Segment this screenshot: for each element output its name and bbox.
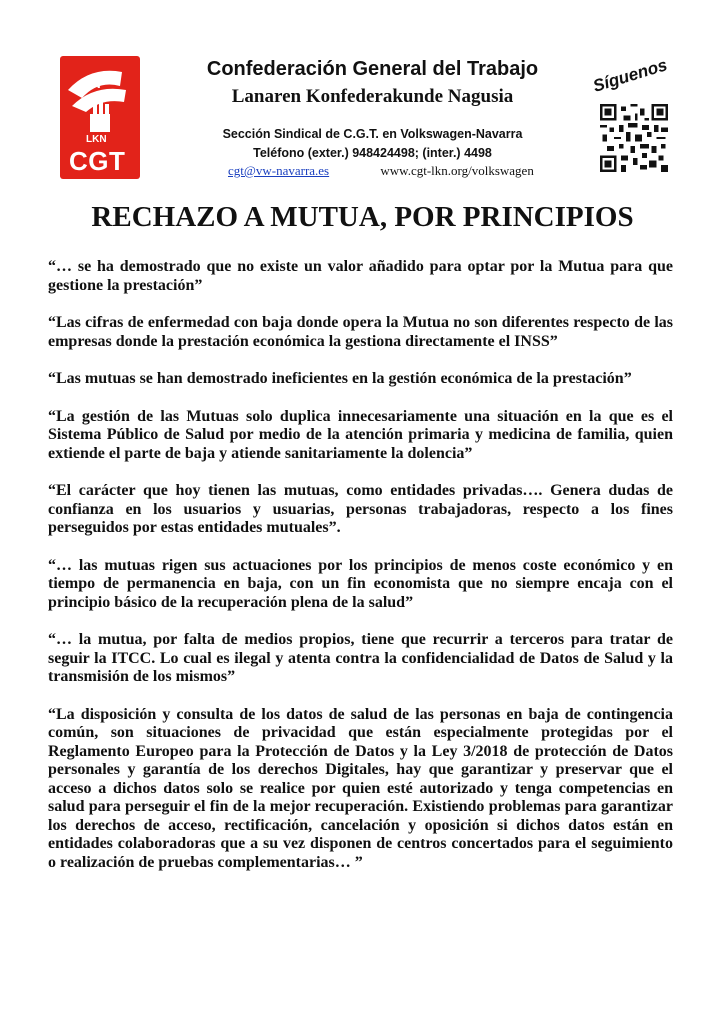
logo-mid-text: LKN bbox=[86, 134, 107, 145]
document-title: RECHAZO A MUTUA, POR PRINCIPIOS bbox=[91, 201, 634, 233]
quote-8: “La disposición y consulta de los datos de salud de las personas en baja de contingencia común, son situaciones de privacidad que están especialmente protegidas por el Reglamento Europeo para la Protección de Datos y la Ley 3/2018 de protección de Datos personales y garantía de los derechos Digitales, hay que garantizar y preservar que el acceso a dichos datos solo se realice por quien esté autorizado y tenga competencias en salud para perseguir el fin de la mejor recuperación. Existiendo problemas para garantizar los derechos de acceso, rectificación, cancelación y oposición si dichos datos están en entidades colaboradoras que a su vez disponen de centros concertados para el seguimiento o realización de pruebas complementarias… ” bbox=[48, 705, 673, 871]
quote-5: “El carácter que hoy tienen las mutuas, como entidades privadas…. Genera dudas de confianza en los usuarios y usuarias, personas trabajadoras, respecto a los fines perseguidos por estas entidades mutuales”. bbox=[48, 482, 673, 536]
website-link[interactable]: www.cgt-lkn.org/volkswagen bbox=[380, 163, 534, 178]
quote-2: “Las cifras de enfermedad con baja donde opera la Mutua no son diferentes respecto de las empresas donde la prestación económica la gestiona directamente el INSS” bbox=[48, 314, 673, 350]
header-contacts bbox=[228, 163, 534, 179]
header-section: Sección Sindical de C.G.T. en Volkswagen-Navarra bbox=[222, 127, 523, 141]
logo-top-text: LKN bbox=[78, 79, 101, 91]
follow-label: Síguenos bbox=[590, 55, 670, 96]
qr-code-icon[interactable] bbox=[600, 104, 668, 172]
quote-1: “… se ha demostrado que no existe un valor añadido para optar por la Mutua para que gestione la prestación” bbox=[48, 258, 673, 294]
header-subtitle: Lanaren Konfederakunde Nagusia bbox=[231, 86, 514, 107]
email-link[interactable]: cgt@vw-navarra.es bbox=[228, 163, 330, 178]
header-title: Confederación General del Trabajo bbox=[206, 58, 539, 80]
header-phone: Teléfono (exter.) 948424498; (inter.) 4498 bbox=[253, 146, 492, 160]
quote-7: “… la mutua, por falta de medios propios, tiene que recurrir a terceros para tratar de seguir la ITCC. Lo cual es ilegal y atenta contra la confidencialidad de Datos de Salud y la transmisión de los mismos” bbox=[48, 631, 673, 685]
quotes-list bbox=[48, 258, 673, 891]
quote-6: “… las mutuas rigen sus actuaciones por los principios de menos coste económico y en tiempo de permanencia en baja, con un fin economista que no siempre encaja con el principio básico de la recuperación plena de la salud” bbox=[48, 556, 673, 611]
quote-3: “Las mutuas se han demostrado ineficientes en la gestión económica de la prestación” bbox=[48, 370, 632, 387]
quote-4: “La gestión de las Mutuas solo duplica innecesariamente una situación en la que es el Sistema Público de Salud por medio de la atención primaria y medicina de familia, quien extiende el parte de baja y atiende sanitariamente la dolencia” bbox=[48, 407, 673, 462]
logo-main-text: CGT bbox=[69, 146, 126, 176]
